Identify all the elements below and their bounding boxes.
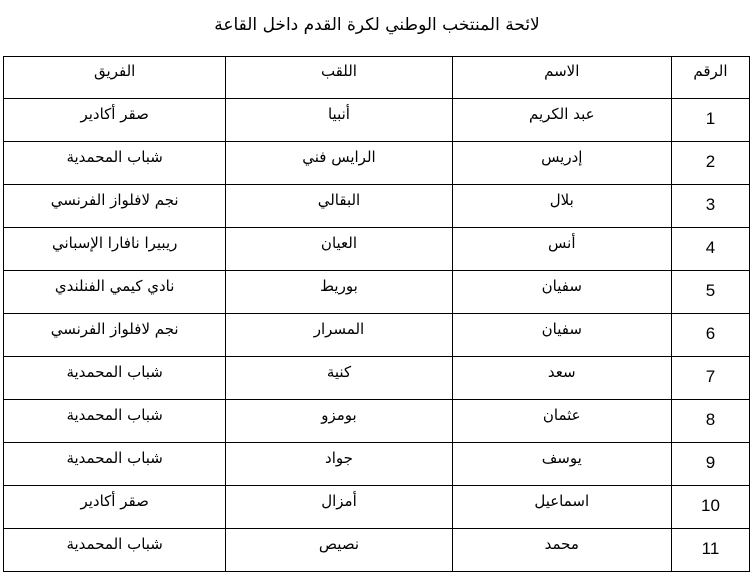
player-nickname-cell: [226, 486, 452, 529]
player-team-cell: [4, 142, 226, 185]
player-team-cell: [4, 400, 226, 443]
player-team: ريبيرا نافارا الإسباني: [51, 234, 178, 252]
player-nickname: كنية: [326, 363, 352, 381]
player-team-cell: [4, 99, 226, 142]
table-row: [4, 529, 750, 572]
player-nickname: نصيص: [318, 535, 360, 553]
player-team: صقر أكادير: [80, 105, 149, 123]
roster-table: [3, 56, 750, 572]
player-nickname-cell: [226, 443, 452, 486]
header-number-cell: [671, 57, 749, 99]
header-nickname: اللقب: [320, 62, 357, 80]
player-name-cell: [452, 529, 671, 572]
player-number-cell: [671, 400, 749, 443]
header-team: الفريق: [94, 62, 136, 80]
player-nickname-cell: [226, 142, 452, 185]
table-row: [4, 486, 750, 529]
table-row: [4, 314, 750, 357]
player-nickname: أمزال: [321, 492, 357, 510]
player-nickname: بوريط: [320, 277, 358, 295]
player-nickname-cell: [226, 271, 452, 314]
table-row: [4, 185, 750, 228]
player-number: 2: [705, 152, 716, 171]
player-name: يوسف: [541, 449, 582, 467]
player-nickname-cell: [226, 357, 452, 400]
player-number-cell: [671, 142, 749, 185]
header-name-cell: [452, 57, 671, 99]
player-team-cell: [4, 443, 226, 486]
player-team: شباب المحمدية: [66, 406, 163, 424]
player-team: شباب المحمدية: [66, 363, 163, 381]
player-team-cell: [4, 228, 226, 271]
header-nickname-cell: [226, 57, 452, 99]
table-row: [4, 400, 750, 443]
table-header: [4, 57, 750, 99]
table-body: [4, 99, 750, 572]
header-name: الاسم: [544, 62, 580, 80]
player-nickname-cell: [226, 99, 452, 142]
player-name-cell: [452, 400, 671, 443]
player-team-cell: [4, 271, 226, 314]
player-nickname-cell: [226, 185, 452, 228]
player-name-cell: [452, 185, 671, 228]
player-name: سفيان: [541, 277, 582, 295]
player-nickname: بومزو: [321, 406, 357, 424]
header-number: الرقم: [693, 62, 728, 80]
player-nickname-cell: [226, 314, 452, 357]
player-nickname: البقالي: [317, 191, 361, 209]
player-name-cell: [452, 271, 671, 314]
player-number-cell: [671, 443, 749, 486]
player-name: إدريس: [541, 148, 583, 166]
player-number-cell: [671, 271, 749, 314]
player-number-cell: [671, 185, 749, 228]
document-title: لائحة المنتخب الوطني لكرة القدم داخل القاعة: [214, 15, 540, 35]
player-name-cell: [452, 228, 671, 271]
table-row: [4, 271, 750, 314]
player-team-cell: [4, 185, 226, 228]
player-name: اسماعيل: [534, 492, 590, 510]
player-number: 3: [705, 195, 716, 214]
player-name: أنس: [548, 234, 576, 252]
player-team: نجم لافلواز الفرنسي: [50, 320, 179, 338]
player-number-cell: [671, 357, 749, 400]
player-team: نجم لافلواز الفرنسي: [50, 191, 179, 209]
table-row: [4, 228, 750, 271]
player-number: 8: [705, 410, 716, 429]
player-nickname: أنبيا: [327, 105, 350, 123]
player-name: سعد: [547, 363, 576, 381]
player-number: 1: [705, 109, 716, 128]
player-number-cell: [671, 228, 749, 271]
player-team-cell: [4, 529, 226, 572]
player-name-cell: [452, 486, 671, 529]
player-number-cell: [671, 99, 749, 142]
table-row: [4, 142, 750, 185]
header-team-cell: [4, 57, 226, 99]
player-nickname-cell: [226, 400, 452, 443]
player-nickname: العيان: [320, 234, 358, 252]
player-team: نادي كيمي الفنلندي: [54, 277, 175, 295]
player-name: بلال: [549, 191, 574, 209]
player-name-cell: [452, 142, 671, 185]
player-team-cell: [4, 314, 226, 357]
player-number: 11: [701, 539, 720, 558]
player-team: شباب المحمدية: [66, 148, 163, 166]
table-row: [4, 357, 750, 400]
player-number: 5: [705, 281, 716, 300]
player-nickname-cell: [226, 228, 452, 271]
player-team: شباب المحمدية: [66, 535, 163, 553]
player-name-cell: [452, 443, 671, 486]
player-number-cell: [671, 486, 749, 529]
player-name-cell: [452, 99, 671, 142]
player-name: سفيان: [541, 320, 582, 338]
player-team: شباب المحمدية: [66, 449, 163, 467]
player-nickname-cell: [226, 529, 452, 572]
player-number: 7: [705, 367, 716, 386]
player-team: صقر أكادير: [80, 492, 149, 510]
header-row: [4, 57, 750, 99]
player-name: عثمان: [542, 406, 581, 424]
player-number: 6: [705, 324, 716, 343]
player-number: 9: [705, 453, 716, 472]
player-name: عبد الكريم: [528, 105, 595, 123]
player-number: 4: [705, 238, 716, 257]
player-nickname: الرايس فني: [302, 148, 376, 166]
player-nickname: جواد: [325, 449, 353, 467]
player-team-cell: [4, 486, 226, 529]
player-number-cell: [671, 314, 749, 357]
player-number: 10: [700, 496, 720, 515]
player-name-cell: [452, 314, 671, 357]
player-number-cell: [671, 529, 749, 572]
player-team-cell: [4, 357, 226, 400]
player-name: محمد: [544, 535, 579, 553]
table-row: [4, 443, 750, 486]
table-row: [4, 99, 750, 142]
player-name-cell: [452, 357, 671, 400]
player-nickname: المسرار: [313, 320, 365, 338]
